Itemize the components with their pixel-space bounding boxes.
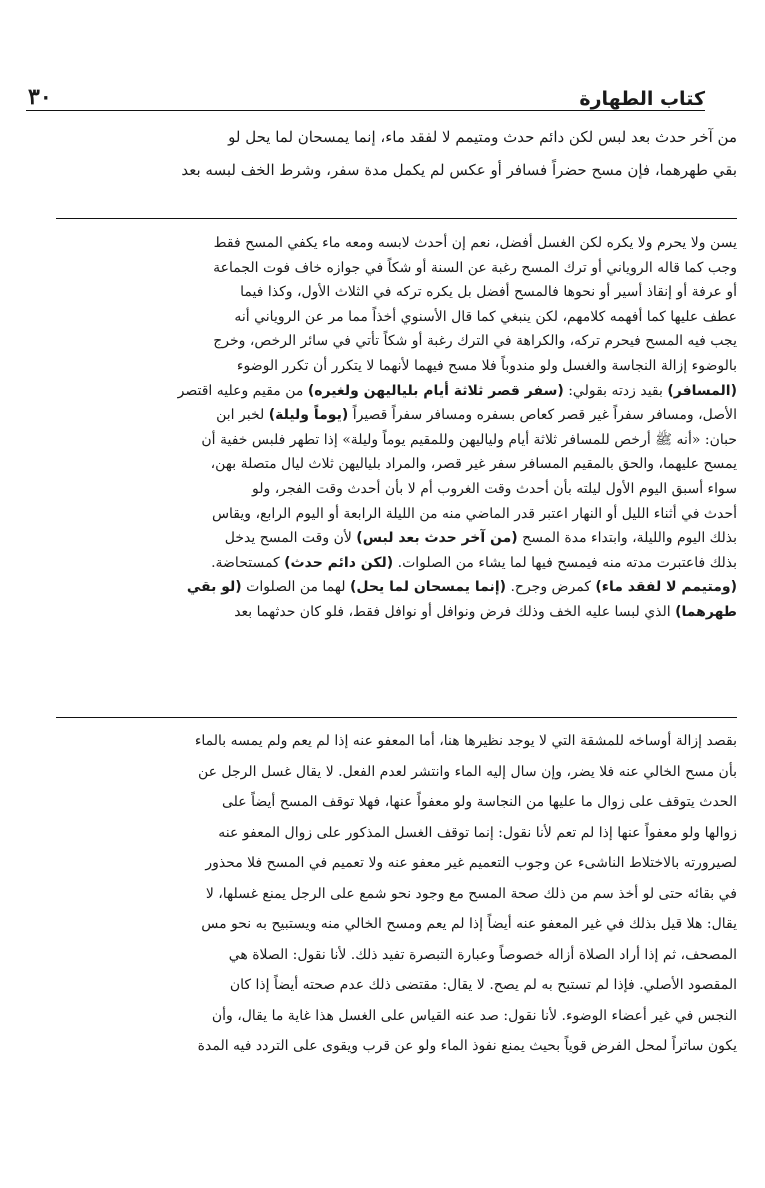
matn-line: بقي طهرهما، فإن مسح حضراً فسافر أو عكس لم يكمل مدة سفر، وشرط الخف لبسه بعد [181, 161, 737, 179]
sharh-line [58, 477, 737, 502]
sharh-line [58, 600, 737, 625]
header-rule [26, 110, 705, 111]
hashiya-line: النجس في غير أعضاء الوضوء. لأنا نقول: صد عنه القياس على الغسل هذا غاية ما يقال، وأن [211, 1007, 737, 1024]
sharh-line [58, 280, 737, 305]
commentary-text: وجب كما قاله الروياني أو ترك المسح رغبة عن السنة أو شكاً في جوازه خاف فوت الجماعة [213, 259, 737, 276]
commentary-text: بذلك اليوم والليلة، وابتداء مدة المسح [517, 530, 737, 547]
commentary-text: كمرض وجرح. [506, 579, 596, 596]
sharh-line [58, 231, 737, 256]
sharh-line [58, 403, 737, 428]
commentary-text: من مقيم وعليه اقتصر [177, 382, 308, 399]
hashiya-footnotes [58, 726, 737, 1062]
matn-quote: (إنما يمسحان لما يحل) [349, 579, 507, 596]
page-header [28, 70, 705, 110]
commentary-text: أحدث في أثناء الليل أو النهار اعتبر قدر الماضي منه من الليلة الرابعة أو اليوم الرابع، ويقاس [211, 505, 737, 522]
hashiya-line: في بقائه حتى لو أخذ سم من ذلك صحة المسح مع وجود نحو شمع على الرجل يمنع غسلها، لا [205, 885, 737, 902]
commentary-text: لهما من الصلوات [241, 579, 350, 596]
commentary-text: يسن ولا يحرم ولا يكره لكن الغسل أفضل، نعم إن أحدث لابسه ومعه ماء يكفي المسح فقط [213, 235, 737, 251]
matn-quote: (المسافر) [667, 382, 737, 399]
hashiya-line: يقال: هلا قيل بذلك في غير المعفو عنه أيضاً إذا لم يعم ومسح الخالي منه ويستبيح به نحو مس [201, 916, 737, 932]
commentary-text: حبان: «أنه ﷺ أرخص للمسافر ثلاثة أيام ولياليهن وللمقيم يوماً وليلة» إذا تطهر فلبس خفية أن [201, 431, 737, 448]
hashiya-line: لصيرورته بالاختلاط الناشىء عن وجوب التعميم غير معفو عنه ولا تعميم في المسح فلا محذور [205, 855, 737, 871]
matn-quote: (يوماً وليلة) [268, 407, 349, 424]
matn-separator [56, 218, 737, 219]
hashiya-line: بقصد إزالة أوساخه للمشقة التي لا يوجد نظيرها هنا، أما المعفو عنه إذا لم يعم ولم يمسه بالماء [194, 733, 737, 749]
sharh-line [58, 526, 737, 551]
commentary-text: لخبر ابن [216, 407, 269, 424]
sharh-line [58, 551, 737, 576]
sharh-line [58, 452, 737, 477]
sharh-line [58, 354, 737, 379]
sharh-line [58, 502, 737, 527]
sharh-commentary [58, 231, 737, 625]
matn-line: من آخر حدث بعد لبس لكن دائم حدث ومتيمم لا لفقد ماء، إنما يمسحان لما يحل لو [228, 128, 737, 146]
footnote-separator [56, 717, 737, 718]
hashiya-line: المصحف، ثم إذا أراد الصلاة أزاله خصوصاً وعبارة التبصرة تفيد ذلك. لأنا نقول: الصلاة هي [228, 946, 737, 963]
commentary-text: يجب فيه المسح فيحرم تركه، والكراهة في الترك رغبة أو شكاً تأتي في سائر الرخص، وخرج [213, 333, 737, 350]
commentary-text: لأن وقت المسح يدخل [224, 530, 357, 547]
commentary-text: عطف عليها كما أفهمه كلامهم، لكن ينبغي كما قال الأسنوي أخذاً مما مر عن الروياني أنه [234, 308, 737, 325]
commentary-text: كمستحاضة. [211, 554, 285, 571]
sharh-line [58, 575, 737, 600]
hashiya-line: بأن مسح الخالي عنه فلا يضر، وإن سال إليه الماء وانتشر لعدم الفعل. لا يقال غسل الرجل عن [197, 763, 737, 780]
matn-quote: (لو بقي [186, 579, 242, 596]
matn-quote: طهرهما) [675, 603, 737, 620]
page-number: ٣٠ [28, 84, 52, 110]
sharh-line [58, 256, 737, 281]
sharh-line [58, 305, 737, 330]
matn-quote: (سفر قصر ثلاثة أيام بلياليهن ولغيره) [307, 382, 564, 399]
commentary-text: الذي لبسا عليه الخف وذلك فرض ونوافل أو نوافل فقط، فلو كان حدثهما بعد [234, 603, 676, 620]
commentary-text: يمسح عليهما، والحق بالمقيم المسافر سفر غير قصر، والمراد بلياليهن ثلاث ليال متصلة بهن، [210, 456, 737, 473]
matn-quote: (لكن دائم حدث) [284, 554, 394, 571]
commentary-text: بذلك فاعتبرت مدته منه فيمسح فيها لما يشاء من الصلوات. [393, 554, 737, 571]
sharh-line [58, 329, 737, 354]
commentary-text: أو عرفة أو إنقاذ أسير أو نحوها فالمسح أفضل بل يكره تركه في الثلاث الأول، وكذا فيما [240, 284, 737, 301]
hashiya-line: الحدث يتوقف على زوال ما عليها من النجاسة ولو معفواً عنها، فهلا توقف المسح أيضاً على [222, 794, 737, 810]
commentary-text: بالوضوء إزالة النجاسة والغسل ولو مندوباً فلا مسح فيهما لأنهما لا يتكرر أن تكرر الوضوء [236, 357, 737, 374]
running-head-title: كتاب الطهارة [579, 88, 705, 110]
hashiya-line: المقصود الأصلي. فإذا لم تستبح به لم يصح. لا يقال: مقتضى ذلك عدم صحته أيضاً إذا كان [229, 977, 737, 993]
sharh-line [58, 428, 737, 453]
commentary-text: الأصل، ومسافر سفراً غير قصر كعاص بسفره ومسافر سفراً قصيراً [348, 407, 737, 424]
hashiya-line: زوالها ولو معفواً عنها إذا لم تعم لأنا نقول: إنما توقف الغسل المذكور على زوال المعفو عنه [218, 824, 737, 841]
commentary-text: سواء أسبق اليوم الأول ليلته بأن أحدث وقت الغروب أم لا بأن أحدث وقت الفجر، ولو [252, 480, 737, 497]
matn-quote: (من آخر حدث بعد لبس) [356, 530, 518, 547]
matn-quote: (ومتيمم لا لفقد ماء) [595, 579, 737, 596]
hashiya-line: يكون ساتراً لمحل الفرض قوياً بحيث يمنع نفوذ الماء ولو عن قرب ويقوى على التردد فيه المدة [197, 1038, 737, 1054]
matn-text [58, 121, 737, 187]
commentary-text: بقيد زدته بقولي: [563, 382, 668, 399]
sharh-line [58, 379, 737, 404]
